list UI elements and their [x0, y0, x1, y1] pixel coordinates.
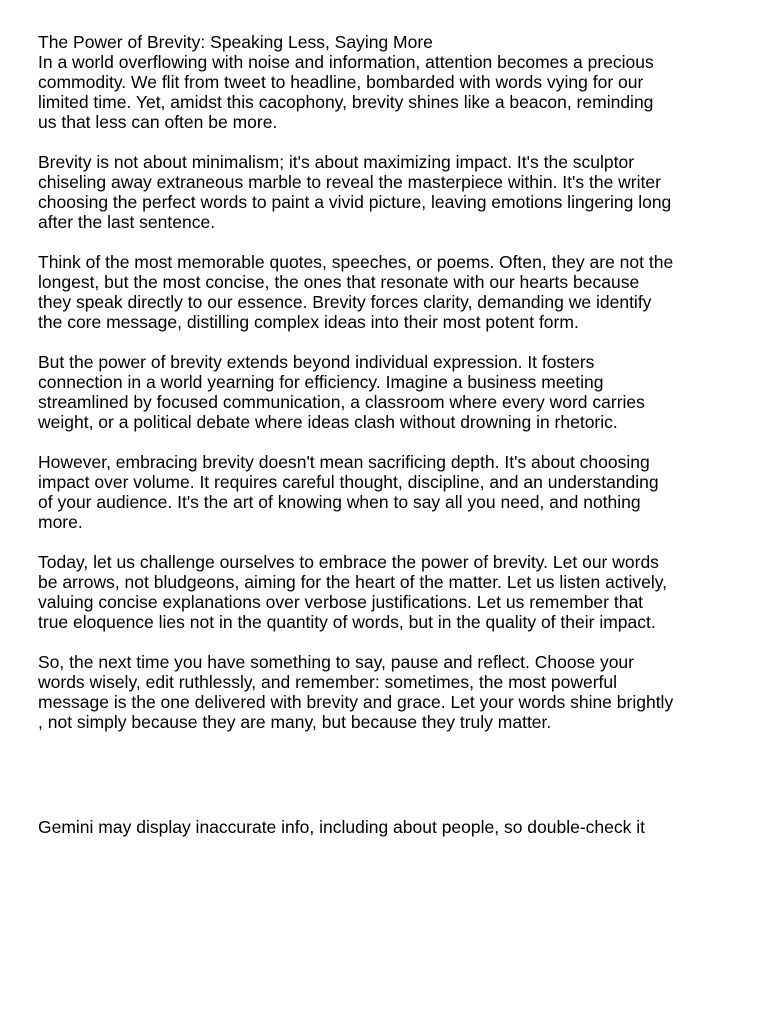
paragraph-line: In a world overflowing with noise and information, attention becomes a precious [38, 52, 654, 72]
paragraph-line: limited time. Yet, amidst this cacophony, brevity shines like a beacon, reminding [38, 92, 654, 112]
paragraph-line: Think of the most memorable quotes, speeches, or poems. Often, they are not the [38, 252, 674, 272]
paragraph-line: be arrows, not bludgeons, aiming for the heart of the matter. Let us listen actively, [38, 572, 668, 592]
paragraph-line: after the last sentence. [38, 212, 216, 232]
paragraph [38, 52, 750, 132]
paragraph [38, 152, 750, 232]
paragraph-line: words wisely, edit ruthlessly, and remember: sometimes, the most powerful [38, 672, 618, 692]
paragraph-list [38, 52, 750, 732]
paragraph-line: choosing the perfect words to paint a vivid picture, leaving emotions lingering long [38, 192, 672, 212]
paragraph-line: But the power of brevity extends beyond individual expression. It fosters [38, 352, 595, 372]
paragraph-line: us that less can often be more. [38, 112, 278, 132]
paragraph-line: the core message, distilling complex ideas into their most potent form. [38, 312, 579, 332]
paragraph-line: So, the next time you have something to say, pause and reflect. Choose your [38, 652, 634, 672]
paragraph [38, 652, 750, 732]
paragraph-line: longest, but the most concise, the ones that resonate with our hearts because [38, 272, 640, 292]
paragraph-line: However, embracing brevity doesn't mean sacrificing depth. It's about choosing [38, 452, 650, 472]
paragraph-line: commodity. We flit from tweet to headline, bombarded with words vying for our [38, 72, 644, 92]
paragraph-line: streamlined by focused communication, a classroom where every word carries [38, 392, 645, 412]
paragraph [38, 252, 750, 332]
disclaimer-text: Gemini may display inaccurate info, including about people, so double-check it [38, 817, 646, 837]
paragraph-line: Brevity is not about minimalism; it's about maximizing impact. It's the sculptor [38, 152, 635, 172]
paragraph-line: connection in a world yearning for efficiency. Imagine a business meeting [38, 372, 604, 392]
paragraph-line: more. [38, 512, 83, 532]
paragraph-line: valuing concise explanations over verbose justifications. Let us remember that [38, 592, 644, 612]
paragraph-line: impact over volume. It requires careful thought, discipline, and an understanding [38, 472, 659, 492]
paragraph-line: weight, or a political debate where ideas clash without drowning in rhetoric. [38, 412, 618, 432]
paragraph-line: , not simply because they are many, but because they truly matter. [38, 712, 552, 732]
paragraph-line: chiseling away extraneous marble to reveal the masterpiece within. It's the writer [38, 172, 661, 192]
paragraph-line: they speak directly to our essence. Brevity forces clarity, demanding we identify [38, 292, 652, 312]
document-title: The Power of Brevity: Speaking Less, Saying More [38, 32, 433, 52]
paragraph-line: true eloquence lies not in the quantity of words, but in the quality of their impact. [38, 612, 656, 632]
paragraph-line: of your audience. It's the art of knowing when to say all you need, and nothing [38, 492, 641, 512]
document-body [38, 32, 750, 752]
paragraph [38, 452, 750, 532]
paragraph [38, 552, 750, 632]
paragraph-line: Today, let us challenge ourselves to embrace the power of brevity. Let our words [38, 552, 659, 572]
paragraph-line: message is the one delivered with brevity and grace. Let your words shine brightly [38, 692, 674, 712]
paragraph [38, 352, 750, 432]
